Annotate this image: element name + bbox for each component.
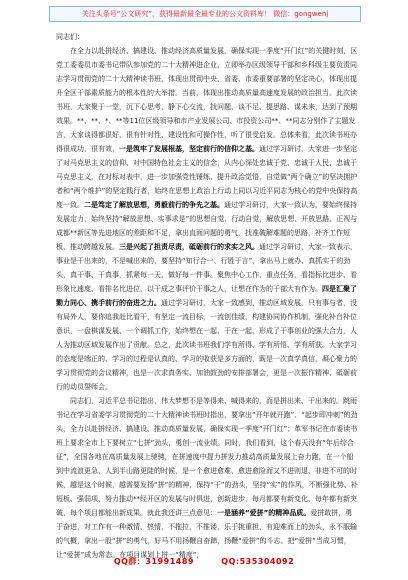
paragraph-2 bbox=[56, 394, 358, 562]
bold-heading-segment: 一是筑牢了发展根基，坚定前行的信仰之基。 bbox=[119, 145, 259, 153]
bold-heading-segment: 四是汇聚了勠力同心、携手前行的奋进之力。 bbox=[56, 285, 357, 307]
bold-heading-segment: 三是兴起了担责尽责，砥砺前行的求实之风。 bbox=[119, 243, 259, 251]
text-segment: 通过学习研讨，大家进一步坚定了对马克思主义的信仰、对中国特色社会主义的信念，从内心深处忠诚于党、忠诚于人民、忠诚于马克思主义，在对标对表中，进一步加强党性锤炼、提升政治觉悟，自觉做“两个确立”的坚决拥护者和“两个维护”的坚定践行者，始终在思想上政治上行动上同以习近平同志为核心的党中央保持高度一致。 bbox=[56, 145, 358, 209]
footer-contact bbox=[0, 556, 408, 567]
text-segment: 爱拼敢拼，勇于奋进，对工作有一种激情、热情，不拖拉，不推诿，乐于挑重担，有迎难而上的劲头，永不服输的气概，拿出一股“拼”的勇气，好马不用扬鞭自奋蹄，扬鞭“爱拼”的斗志。把“爱拼”当成习惯，让“爱拼”成为常态。在项目谋划上拼一“精度”， bbox=[56, 509, 357, 559]
bold-heading-segment: 二是笃定了解放思想，勇毅前行的争先之基。 bbox=[84, 201, 224, 209]
bold-heading-segment: 一是涵养“爱拼”的精神品质。 bbox=[217, 509, 311, 517]
greeting: 同志们： bbox=[56, 33, 84, 41]
paragraph-1 bbox=[56, 44, 358, 394]
text-segment: 在全力以赴拼经济、搞建设、推动经济高质量发展，确保实现一季度“开门红”的关键时刻，区党工委委员市委书记带队参加党的二十大精神进企业，立即举办区级领导干部和乡科级主要负责同志学习贯彻党的二十大精神读书班，体现出贯彻中央、省委、市委重要部署的坚定决心，体现出提升全区干部素质能力的根本性的大举措。当前，体现出推动高质量高速度发展的政治担当。此次读书班，大家聚于一堂，沉下心思考、静下心交流，找问题、谈不足、提思路、谋未来，达到了预期效果。**、**、*、**等11位区级领导和市产业发展公司、市投资公司**、**同志分别作了主题发言，大家谈得都很好，很有针对性、建设性和可操作性，听了很受启发。总体来看，此次读书班办得很成功、很有效， bbox=[56, 47, 358, 153]
document-body bbox=[56, 28, 358, 562]
text-segment: 同志们，习近平总书记指出，伟大梦想不是等得来、喊得来的，而是拼出来、干出来的。跳雨书记在学习省委学习贯彻党的二十大精神读书班时指出，要拿出“开年就开跑”、“起步即冲刺”的劲头，全力以赴拼经济、搞建设、推动高质量发展，确保实现一季度“开门红”；革军书记在市委读书班上要求全市上下要树立“七拼”劲头，勇创一流业绩。同时，我们看到，这个春天没有“年后综合征”，全国各地在高质量发展上驰骋，在拼速度中提力拼发力推动高质量发展上奋力跑，在一个船到中流浪更急、人到半山路更陡的时候，是一个愈进愈难、愈进愈险而又不进则退、非进不可的时候，越是这个时候，越需要发扬“拼”的精神，保持“干”的劲头，坚持“实”的作风，不断强化势、补短板、强弱项，努力推动**经开区的发展与时俱进，创新进步，每月都要有新变化、每年都有新突破，每个项目都能出新成果。就此我还讲三点意见： bbox=[56, 397, 358, 517]
header-banner: 关注头条号“公文研究”，获得最新最全最专业的公文资料库！ 微信：gongwenj bbox=[49, 6, 361, 22]
text-segment: 通过学习研讨，大家一致表示，事业是干出来的，不是喊出来的，要坚持“知行合一、行胜于言”，拿出马上就办、真抓实干的劲头，真干事、干真事，抓紧每一天，做好每一件事。聚焦中心工作、重点任务，看指标比进步、看形象比速度、看排名比进位，以干成之事评价干事之人，让想在作为的干部大有作为。 bbox=[56, 243, 357, 293]
text-segment: 通过学习研讨，大家一致认为，要始终保持发展定力，始终坚持“解放思想、实事求是”的思想自觉、行动自觉，解放思想、开放思路、正视与成都**新区等先进地区的差距和不足，拿出直面问题的勇气，找准破解难题的思路，补齐工作短板，推动跨越发展。 bbox=[56, 201, 358, 251]
qq-number-text: QQ:535304092 bbox=[221, 557, 295, 566]
qq-group-text: QQ群：31991489 bbox=[113, 557, 194, 566]
text-segment: 通过学习研讨，大家一致感到，推动区域发展，只有事与者，没有局外人，要你追我赶比看干，有坚定一流目标，一流创佳绩，构建协同协作机制，强化补台补位意识，一盘棋谋发展、一个调抓工作，始终想在一起、干在一起，形成了干事创业的强大合力，人人为推动区域发展作出了贡献。总之，此次读书班我们学有所得、学有所悟、学有所获。大家学习的态度是端正的、学习的过程是认真的、学习的收获是多方面的，既是一次真学真信，凝心聚力的学习贯彻党的会议精神，也是一次求真务实、加油鼓劲的安排部署会，更是一次振作精神、砥砺前行的动员誓师会。 bbox=[56, 299, 357, 391]
